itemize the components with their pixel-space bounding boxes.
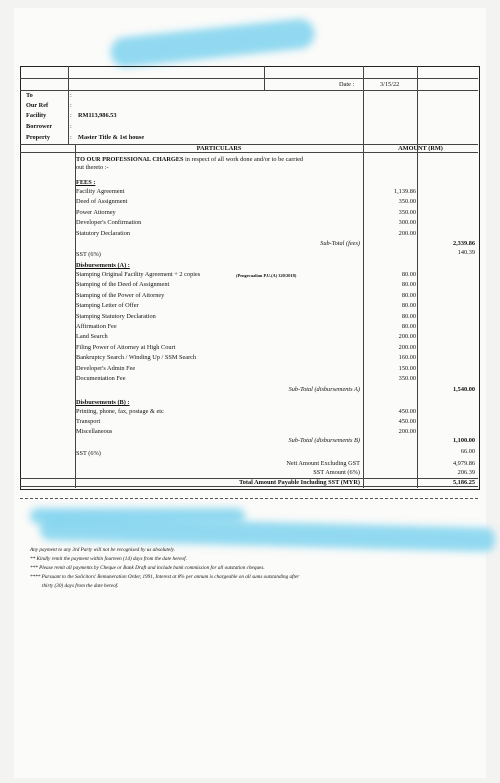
fees-item-amount: 200.00: [398, 229, 416, 237]
sst-total-label: SST Amount (6%): [313, 469, 360, 476]
fees-sst: 140.39: [457, 249, 475, 256]
payable-amount: 5,186.25: [452, 479, 475, 486]
info-colon: :: [70, 92, 72, 99]
nett-label: Nett Amount Excluding GST: [286, 460, 360, 467]
disb-b-item-name: Miscellaneous: [76, 428, 113, 435]
fees-sst-label: SST (6%): [76, 251, 101, 258]
fees-item-name: Facility Agreement: [76, 188, 125, 195]
disb-a-item-amount: 80.00: [401, 291, 416, 299]
disb-a-item-name: Land Search: [76, 333, 108, 341]
info-colon: :: [70, 112, 72, 119]
disb-a-item-name: Stamping Statutory Declaration: [76, 312, 156, 320]
fees-item-name: Deed of Assignment: [76, 198, 128, 206]
intro-line: [76, 156, 303, 164]
footer-note-3: *** Please remit all payments by Cheque or Bank Draft and include bank commission for all outstation cheques.: [30, 565, 265, 571]
disb-a-item-amount: 80.00: [401, 312, 416, 320]
disb-a-item-name: Stamping Letter of Offer: [76, 302, 139, 310]
disb-a-item-amount: 80.00: [401, 302, 416, 310]
fees-item-name: Statutory Declaration: [76, 229, 131, 237]
footer-note-4: **** Pursuant to the Solicitors' Remuneration Order, 1991, Interest at 8% per annum is chargeable on all sums outstanding after: [30, 574, 300, 580]
fees-item-amount: 350.00: [398, 208, 416, 216]
disb-b-heading: Disbursements (B) :: [76, 399, 130, 406]
disb-a-item-amount: 200.00: [398, 343, 416, 351]
disb-a-item-name: Documentation Fee: [76, 375, 126, 382]
disb-a-heading: Disbursements (A) :: [76, 262, 130, 269]
info-label-borrower: Borrower: [26, 123, 53, 130]
info-value-facility: RM113,986.53: [78, 112, 117, 119]
disb-b-item-name: Transport: [76, 418, 101, 425]
intro-line-2: out thereto :-: [76, 164, 109, 171]
disb-a-item-amount: 80.00: [401, 281, 416, 289]
disb-b-item-amount: 450.00: [398, 408, 416, 415]
fees-subtotal: 2,339.86: [452, 240, 475, 247]
disb-a-item-amount: 150.00: [398, 364, 416, 372]
disb-a-item-name: Stamping Original Facility Agreement + 2 copies: [76, 271, 201, 278]
disb-a-subtotal: 1,540.00: [452, 386, 475, 393]
footer-note-2: ** Kindly remit the payment within fourteen (14) days from the date hereof.: [30, 556, 187, 562]
disb-a-item-name: Bankruptcy Search / Winding Up / SSM Search: [76, 354, 197, 362]
fees-heading: FEES :: [76, 179, 96, 186]
disb-b-subtotal: 1,100.00: [452, 437, 475, 444]
footer-note-5: thirty (30) days from the date hereof.: [42, 583, 119, 589]
payable-label: Total Amount Payable Including SST (MYR): [239, 479, 360, 486]
fees-item-amount: 300.00: [398, 219, 416, 227]
sst-total-amount: 206.39: [457, 469, 475, 476]
disb-a-item-note: (Pengecualian P.U.(A) 320/2018): [236, 272, 297, 278]
info-label-facility: Facility: [26, 112, 47, 119]
info-colon: :: [70, 134, 72, 141]
intro-rest: in respect of all work done and/or to be carried: [183, 156, 304, 163]
info-label-to: To: [26, 92, 33, 99]
disb-a-item-name: Developer's Admin Fee: [76, 364, 136, 372]
date-label: Date :: [339, 81, 355, 88]
intro-bold: TO OUR PROFESSIONAL CHARGES: [76, 156, 184, 163]
fees-item-amount: 1,139.86: [393, 188, 416, 195]
disb-b-sst: 66.00: [460, 448, 475, 455]
footer-note-1: Any payment to any 3rd Party will not be recognised by us absolutely.: [30, 547, 175, 553]
column-particulars: PARTICULARS: [196, 145, 242, 152]
fees-item-name: Power Attorney: [76, 208, 116, 216]
disb-a-item-name: Stamping of the Deed of Assignment: [76, 281, 170, 289]
disb-b-item-amount: 200.00: [398, 428, 416, 435]
info-value-property: Master Title & 1st house: [78, 134, 145, 141]
info-colon: :: [70, 123, 72, 130]
info-colon: :: [70, 102, 72, 109]
disb-a-item-name: Filing Power of Attorney at High Court: [76, 343, 176, 351]
info-label-ref: Our Ref: [26, 102, 49, 109]
nett-amount: 4,979.86: [452, 460, 475, 467]
fees-subtotal-label: Sub-Total (fees): [320, 240, 360, 247]
column-amount: AMOUNT (RM): [398, 145, 443, 152]
disb-a-item-amount: 160.00: [398, 354, 416, 362]
disb-b-item-name: Printing, phone, fax, postage & etc: [76, 408, 164, 415]
disb-a-subtotal-label: Sub-Total (disbursements A): [288, 386, 360, 393]
disb-a-item-amount: 350.00: [398, 375, 416, 382]
disb-b-subtotal-label: Sub-Total (disbursements B): [288, 437, 360, 444]
disb-a-item-amount: 80.00: [401, 323, 416, 330]
fees-item-name: Developer's Confirmation: [76, 219, 142, 227]
disb-a-item-amount: 200.00: [398, 333, 416, 341]
disb-a-item-amount: 80.00: [401, 271, 416, 278]
disb-b-item-amount: 450.00: [398, 418, 416, 425]
disb-a-item-name: Affirmation Fee: [76, 323, 117, 330]
disb-b-sst-label: SST (6%): [76, 450, 101, 457]
fees-item-amount: 350.00: [398, 198, 416, 206]
disb-a-item-name: Stamping of the Power of Attorney: [76, 291, 165, 299]
date-value: 3/15/22: [380, 81, 400, 88]
info-label-property: Property: [26, 134, 51, 141]
